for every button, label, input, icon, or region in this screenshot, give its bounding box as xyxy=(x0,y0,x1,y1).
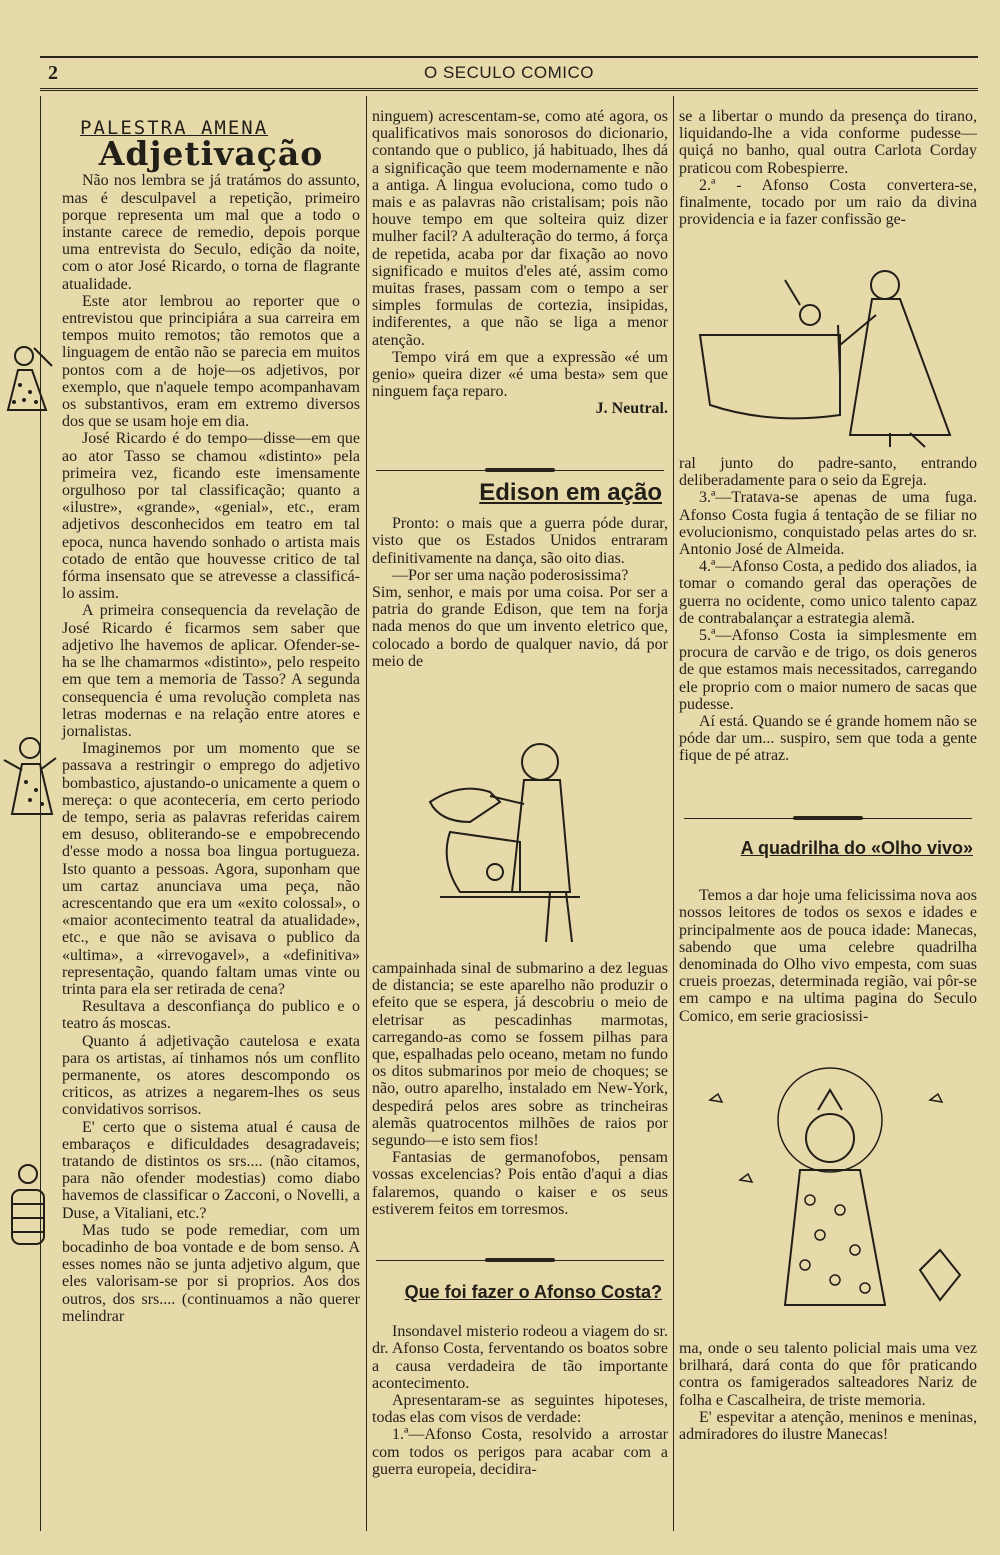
margin-barrel-figure xyxy=(0,1160,56,1250)
column-1 xyxy=(62,110,360,1325)
paragraph: ma, onde o seu talento policial mais uma vez brilhará, dará conta do que fôr praticando contra os famigerados salteadores Nariz de folha e Cascalheira, de triste memoria. xyxy=(679,1340,977,1409)
paragraph: ninguem) acrescentam-se, como até agora, os qualificativos mais sonorosos do dicionario, contando que o publico, já habituado, lhes dá a significação que teem modernamente e não a antiga. A lingua evoluciona, como tudo o mais e as palavras não cristalisam; pois não houve tempo em que solteira quiz dizer mulher facil? A adulteração do termo, á força de repetida, acaba por dar fixação ao novo significado e muitos d'eles até, assim como muitas frases, passam com o tempo a ser simples formulas de cortezia, insipidas, indiferentes, a que não se liga a menor atenção. xyxy=(372,108,668,349)
paragraph: Aí está. Quando se é grande homem não se póde dar um... suspiro, sem que toda a gente fique de pé atraz. xyxy=(679,713,977,765)
column-rule-1 xyxy=(366,96,367,1531)
paragraph: José Ricardo é do tempo—disse—em que ao ator Tasso se chamou «distinto» pela primeira vez, ficando este imensamente orgulhoso por tal classificação; quanto a «ilustre», «grande», «genial», etc., eram adjetivos desconhecidos em teatro em tal epoca, nunca havendo sonhado o artista mais cotado de então que houvesse critico de tal fórma insensato que se atrevesse a classificá-lo assim. xyxy=(62,430,360,603)
top-rule xyxy=(40,56,978,58)
paragraph: Sim, senhor, e mais por uma coisa. Por ser a patria do grande Edison, que tem na forja nada menos do que um invento eletrico que, colocado a bordo de qualquer navio, dá por meio de xyxy=(372,584,668,670)
edison-title: Edison em ação xyxy=(479,479,662,506)
paragraph: campainhada sinal de submarino a dez leguas de distancia; se este aparelho não produzir o efeito que se espera, já descobriu o meio de eletrisar as pescadinhas marmotas, carregando-as como se fossem pilhas para que, espalhadas pelo oceano, metam no fundo os ditos submarinos por meio de choques; se não, outro aparelho, instalado em New-York, despedirá pelos ares sobre as trincheiras alemãs quatrocentos milhões de raios por segundo—e isto sem fios! xyxy=(372,960,668,1150)
manecas-illustration xyxy=(690,1060,970,1330)
paragraph: —Por ser uma nação poderosissima? xyxy=(392,566,629,584)
paragraph: Apresentaram-se as seguintes hipoteses, todas elas com visos de verdade: xyxy=(372,1392,668,1427)
column-rule-2 xyxy=(673,96,674,1531)
section-divider xyxy=(684,818,972,819)
page-header xyxy=(40,60,978,86)
paragraph: E' espevitar a atenção, meninos e meninas, admiradores do ilustre Manecas! xyxy=(679,1408,977,1444)
afonso-title: Que foi fazer o Afonso Costa? xyxy=(404,1282,662,1302)
paragraph: Mas tudo se pode remediar, com um bocadinho de boa vontade e de bom senso. A esses nomes não se junta adjetivo algum, que eles valorisam-se por si proprios. Aos dos outros, dos srs.... (continuamos a não querer melindrar xyxy=(62,1221,360,1325)
paragraph: se a libertar o mundo da presença do tirano, liquidando-lhe a vida conforme pudesse—quiçá no banho, qual outra Carlota Corday praticou com Robespierre. xyxy=(679,108,977,177)
paragraph: Este ator lembrou ao reporter que o entrevistou que principiára a sua carreira em tempos muito remotos; tão remotos que a linguagem de então não se parecia em muitos pontos com a de hoje—os adjetivos, por exemplo, que n'aquele tempo acompanhavam os substantivos, eram em extremo diversos dos que se usam hoje em dia. xyxy=(62,292,360,431)
masthead: O SECULO COMICO xyxy=(424,63,594,82)
column-3-quadrilha xyxy=(679,840,977,1025)
paragraph: 2.ª - Afonso Costa convertera-se, finalmente, tocado por um raio da divina providencia e ia fazer confissão ge- xyxy=(679,176,977,229)
paragraph: ral junto do padre-santo, entrando deliberadamente para o seio da Egreja. xyxy=(679,455,977,490)
signature: J. Neutral. xyxy=(595,400,668,418)
paragraph: 4.ª—Afonso Costa, a pedido dos aliados, ia tomar o comando geral das operações de guerra no ocidente, como unico talento capaz de contrabalançar a estrategia alemã. xyxy=(679,558,977,627)
section-divider xyxy=(376,470,664,471)
quadrilha-title: A quadrilha do «Olho vivo» xyxy=(740,838,973,858)
header-rule xyxy=(40,88,978,91)
paragraph: Resultava a desconfiança do publico e o teatro ás moscas. xyxy=(62,998,360,1033)
page-number: 2 xyxy=(48,62,58,84)
column-3-quadrilha-cont xyxy=(679,1340,977,1443)
section-kicker: PALESTRA AMENA xyxy=(80,117,269,139)
paragraph: Não nos lembra se já tratámos do assunto, mas é desculpavel a repetição, primeiro porque representa um mal que a todo o instante carece de remedio, depois porque uma entrevista do Seculo, edição da noite, com o ator José Ricardo, o torna de flagrante atualidade. xyxy=(62,172,360,293)
bathtub-illustration xyxy=(690,255,970,450)
column-2-edison xyxy=(372,479,668,670)
paragraph: Insondavel misterio rodeou a viagem do sr. dr. Afonso Costa, ferventando os boatos sobre a causa verdadeira de tão importante acontecimento. xyxy=(372,1323,668,1392)
margin-clown-figure xyxy=(0,730,60,820)
paragraph: Temos a dar hoje uma felicissima nova aos nossos leitores de todos os sexos e idades e principalmente aos de pouca idade: Manecas, sabendo que uma celebre quadrilha denominada do Olho vivo empesta, com suas crueis proezas, determinada região, vai pôr-se em campo e na ultima pagina do Seculo Comico, em serie graciosissi- xyxy=(679,887,977,1025)
paragraph: Fantasias de germanofobos, pensam vossas excelencias? Pois então d'aqui a dias falaremos, quando o kaiser e os seus estiverem feitos em torresmos. xyxy=(372,1149,668,1218)
paragraph: 1.ª—Afonso Costa, resolvido a arrostar com todos os perigos para acabar com a guerra europeia, decidira- xyxy=(372,1426,668,1478)
paragraph: Quanto á adjetivação cautelosa e exata para os artistas, aí tinhamos nós um conflito permanente, os atores descompondo os criticos, as atrizes a negarem-lhes os seus convidativos sorrisos. xyxy=(62,1032,360,1119)
section-divider xyxy=(376,1260,664,1261)
article-title: Adjetivação xyxy=(98,134,324,174)
edison-illustration xyxy=(420,732,630,950)
column-3-top xyxy=(679,108,977,228)
column-2-afonso xyxy=(372,1278,668,1478)
column-2-top xyxy=(372,108,668,418)
paragraph: Tempo virá em que a expressão «é um genio» queira dizer «é uma besta» sem que ninguem faça reparo. xyxy=(372,348,668,401)
paragraph: A primeira consequencia da revelação de José Ricardo é ficarmos sem saber que adjetivo lhe havemos de aplicar. Ofender-se-ha se lhe chamarmos «distinto», pelo respeito em que tem a memoria de Tasso? A segunda consequencia é uma revolução completa nas letras modernas e na relação entre atores e jornalistas. xyxy=(62,602,360,740)
paragraph: Imaginemos por um momento que se passava a restringir o emprego do adjetivo bombastico, ajustando-o unicamente a quem o mereça: o que aconteceria, em certo periodo de tempo, seria as palavras referidas cairem em desuso, obliterando-se e empobrecendo d'esse modo a nossa boa lingua portugueza. Isto quanto a pessoas. Agora, suponham que um cartaz anunciava uma peça, não acrescentando que era um «exito colossal», o «maior acontecimento teatral da atualidade», etc., e que não se avisava o publico da «ultima», a «irrevogavel», a «definitiva» representação, quando faltam umas vinte ou trinta para ela ser retirada de cena? xyxy=(62,740,360,998)
column-3-mid xyxy=(679,455,977,765)
paragraph: Pronto: o mais que a guerra póde durar, visto que os Estados Unidos entraram definitivamente na dança, são oito dias. xyxy=(372,515,668,567)
margin-doll-figure xyxy=(0,340,56,415)
paragraph: 3.ª—Tratava-se apenas de uma fuga. Afonso Costa fugia á tentação de se filiar no evolucionismo, conquistado pelas artes do sr. Antonio José de Almeida. xyxy=(679,489,977,559)
paragraph: 5.ª—Afonso Costa ia simplesmente em procura de carvão e de trigo, os dois generos de que estamos mais necessitados, carregando ele proprio com o maior numero de sacas que pudesse. xyxy=(679,627,977,713)
column-2-edison-cont xyxy=(372,960,668,1218)
paragraph: E' certo que o sistema atual é causa de embaraços e dificuldades desagradaveis; tratando de distintos os srs.... (não citamos, para não ofender modestias) como diabo havemos de classificar o Zacconi, o Novelli, a Duse, a Vitaliani, etc.? xyxy=(62,1118,360,1222)
